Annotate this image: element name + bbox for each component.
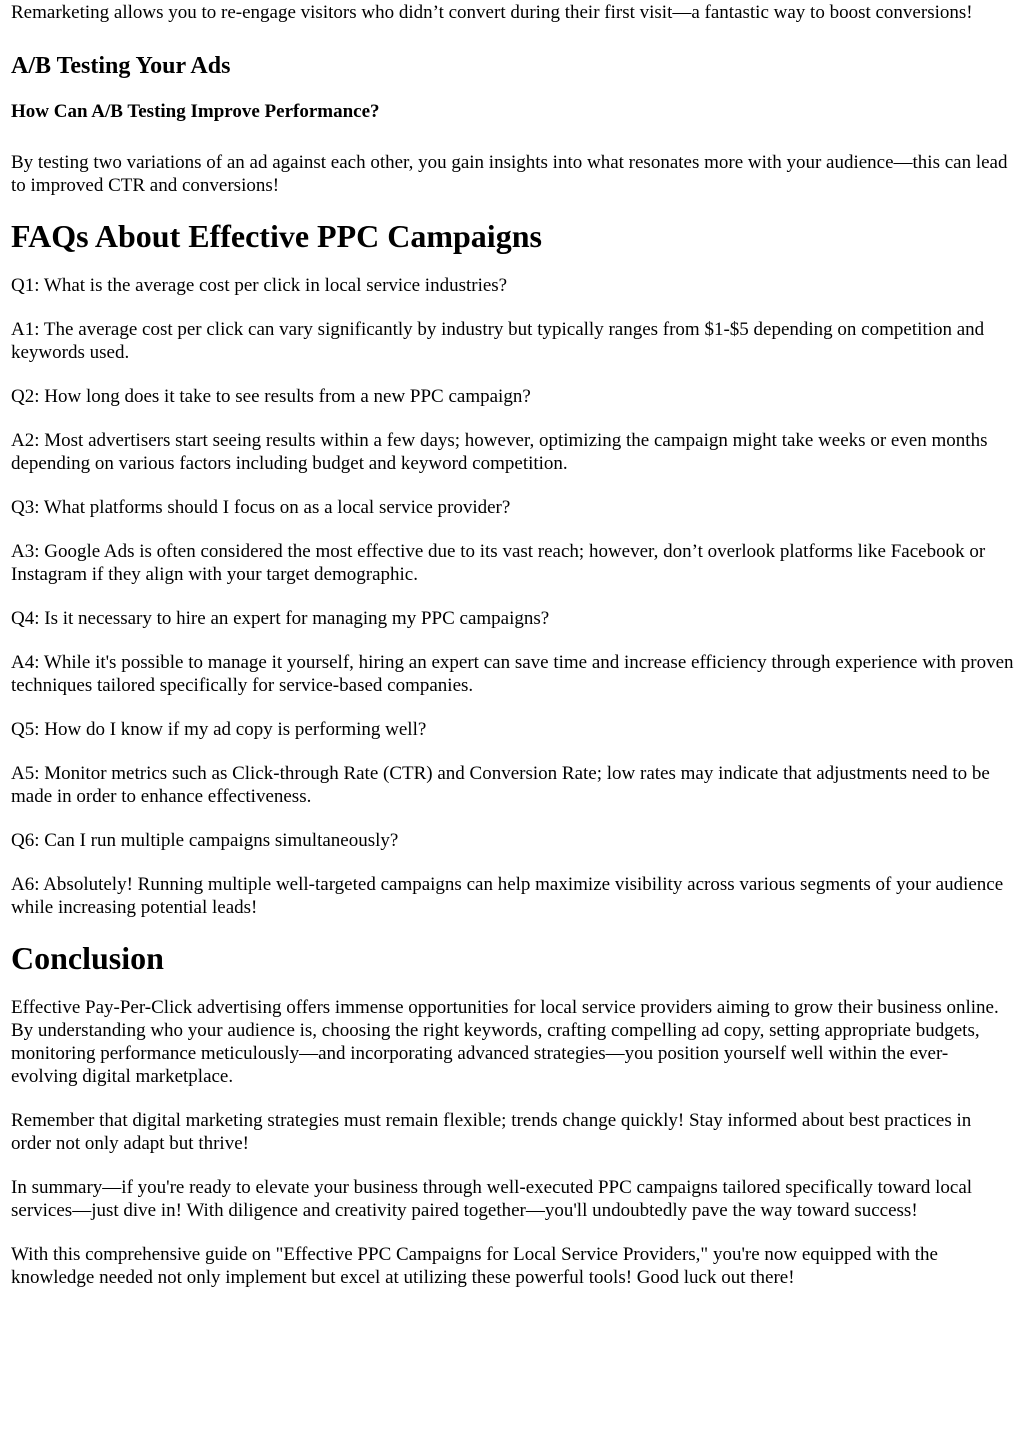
faq-answer: A2: Most advertisers start seeing results within a few days; however, optimizing the campaign might take weeks or even months depending on various factors including budget and keyword competition. <box>11 430 988 474</box>
faq-answer: A1: The average cost per click can vary significantly by industry but typically ranges from $1-$5 depending on competition and keywords used. <box>11 319 985 363</box>
conclusion-paragraph: Remember that digital marketing strategies must remain flexible; trends change quickly! Stay informed about best practices in order not only adapt but thrive! <box>11 1110 972 1154</box>
faq-answer: A5: Monitor metrics such as Click-through Rate (CTR) and Conversion Rate; low rates may indicate that adjustments need to be made in order to enhance effectiveness. <box>11 763 990 807</box>
faq-question: Q2: How long does it take to see results from a new PPC campaign? <box>11 386 531 407</box>
faq-question: Q3: What platforms should I focus on as a local service provider? <box>11 497 511 518</box>
faq-answer: A3: Google Ads is often considered the most effective due to its vast reach; however, don’t overlook platforms like Facebook or Instagram if they align with your target demographic. <box>11 541 986 585</box>
faq-question: Q6: Can I run multiple campaigns simultaneously? <box>11 830 399 851</box>
faq-answer: A6: Absolutely! Running multiple well-targeted campaigns can help maximize visibility across various segments of your audience while increasing potential leads! <box>11 874 1004 918</box>
faq-heading: FAQs About Effective PPC Campaigns <box>11 218 542 254</box>
conclusion-section <box>11 940 1014 1289</box>
faq-section <box>11 218 1014 919</box>
faq-answer: A4: While it's possible to manage it yourself, hiring an expert can save time and increase efficiency through experience with proven techniques tailored specifically for service-based companies. <box>11 652 1014 696</box>
ab-testing-section <box>11 52 1014 197</box>
article-page <box>0 1 1024 1289</box>
conclusion-paragraph: Effective Pay-Per-Click advertising offers immense opportunities for local service providers aiming to grow their business online. By understanding who your audience is, choosing the right keywords, crafting compelling ad copy, setting appropriate budgets, monitoring performance meticulously—and incorporating advanced strategies—you position yourself well within the ever-evolving digital marketplace. <box>11 997 999 1087</box>
faq-question: Q5: How do I know if my ad copy is performing well? <box>11 719 427 740</box>
ab-testing-heading: A/B Testing Your Ads <box>11 53 231 79</box>
conclusion-heading: Conclusion <box>11 940 164 976</box>
ab-testing-subheading: How Can A/B Testing Improve Performance? <box>11 101 380 122</box>
faq-question: Q4: Is it necessary to hire an expert for managing my PPC campaigns? <box>11 608 550 629</box>
ab-testing-paragraph: By testing two variations of an ad against each other, you gain insights into what resonates more with your audience—this can lead to improved CTR and conversions! <box>11 152 1008 196</box>
remarketing-paragraph: Remarketing allows you to re-engage visitors who didn’t convert during their first visit—a fantastic way to boost conversions! <box>11 2 973 23</box>
conclusion-paragraph: With this comprehensive guide on "Effective PPC Campaigns for Local Service Providers," you're now equipped with the knowledge needed not only implement but excel at utilizing these powerful tools! Good luck out there! <box>11 1244 938 1288</box>
conclusion-paragraph: In summary—if you're ready to elevate your business through well-executed PPC campaigns tailored specifically toward local services—just dive in! With diligence and creativity paired together—you'll undoubtedly pave the way toward success! <box>11 1177 973 1221</box>
faq-question: Q1: What is the average cost per click in local service industries? <box>11 275 508 296</box>
